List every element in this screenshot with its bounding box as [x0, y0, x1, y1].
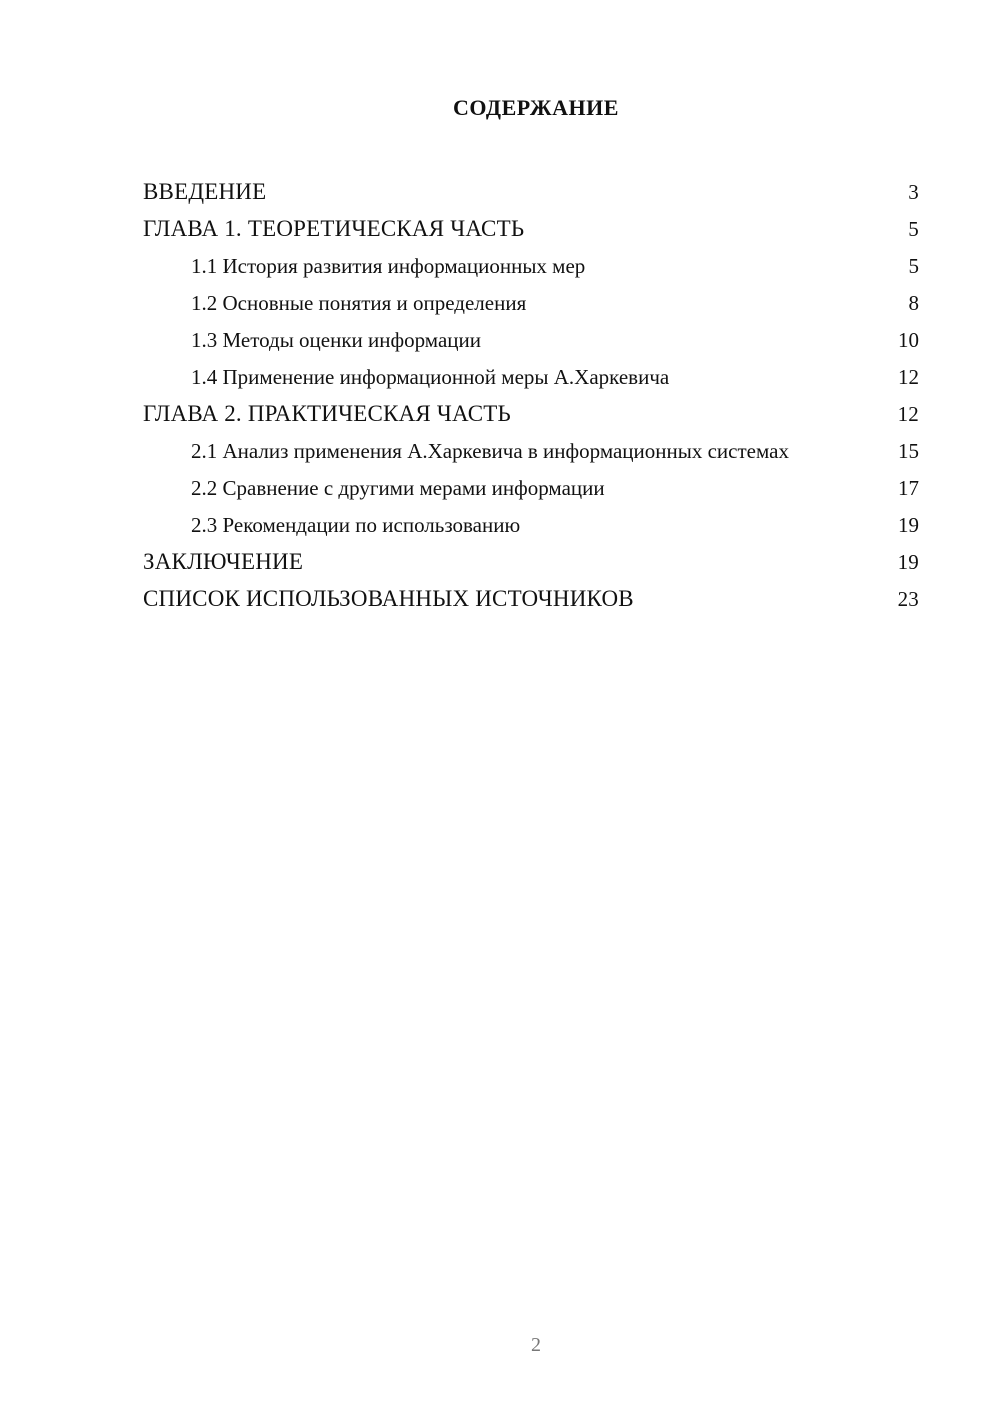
toc-entry-label: ГЛАВА 1. ТЕОРЕТИЧЕСКАЯ ЧАСТЬ — [143, 216, 525, 241]
toc-entry-label: 2.3 Рекомендации по использованию — [191, 513, 521, 537]
toc-entry-page: 17 — [898, 476, 919, 500]
toc-entry-label: 1.1 История развития информационных мер — [191, 254, 586, 278]
toc-entry-page: 5 — [908, 254, 919, 278]
toc-entry-label: ВВЕДЕНИЕ — [143, 179, 267, 204]
toc-entry-page: 19 — [897, 550, 919, 574]
toc-entry-label: СПИСОК ИСПОЛЬЗОВАННЫХ ИСТОЧНИКОВ — [143, 586, 634, 611]
toc-title-container — [0, 95, 1000, 121]
page-number: 2 — [531, 1334, 541, 1356]
toc-entry-chapter-1[interactable] — [143, 205, 919, 242]
toc-entry-page: 23 — [897, 587, 919, 611]
toc-entry-section-1-2[interactable] — [143, 279, 919, 316]
toc-entry-section-2-1[interactable] — [143, 427, 919, 464]
toc-entry-page: 10 — [898, 328, 919, 352]
toc-entry-page: 15 — [898, 439, 919, 463]
toc-entry-page: 12 — [897, 402, 919, 426]
toc-entry-chapter-2[interactable] — [143, 390, 919, 427]
toc-entry-section-2-3[interactable] — [143, 501, 919, 538]
toc-entry-conclusion[interactable] — [143, 538, 919, 575]
toc-entry-page: 19 — [898, 513, 919, 537]
toc-entry-section-1-1[interactable] — [143, 242, 919, 279]
toc-title: СОДЕРЖАНИЕ — [453, 95, 619, 120]
toc-entry-label: ЗАКЛЮЧЕНИЕ — [143, 549, 304, 574]
toc-entry-introduction[interactable] — [143, 168, 919, 205]
toc-entry-page: 8 — [908, 291, 919, 315]
table-of-contents — [143, 168, 919, 612]
toc-entry-label: ГЛАВА 2. ПРАКТИЧЕСКАЯ ЧАСТЬ — [143, 401, 511, 426]
toc-entry-label: 2.1 Анализ применения А.Харкевича в информационных системах — [191, 439, 789, 463]
toc-entry-section-1-4[interactable] — [143, 353, 919, 390]
toc-entry-label: 1.3 Методы оценки информации — [191, 328, 481, 352]
toc-entry-section-2-2[interactable] — [143, 464, 919, 501]
toc-entry-section-1-3[interactable] — [143, 316, 919, 353]
toc-entry-page: 12 — [898, 365, 919, 389]
toc-entry-page: 3 — [908, 180, 919, 204]
toc-entry-label: 1.4 Применение информационной меры А.Харкевича — [191, 365, 670, 389]
toc-entry-page: 5 — [908, 217, 919, 241]
toc-entry-label: 1.2 Основные понятия и определения — [191, 291, 527, 315]
toc-entry-references[interactable] — [143, 575, 919, 612]
toc-entry-label: 2.2 Сравнение с другими мерами информации — [191, 476, 605, 500]
